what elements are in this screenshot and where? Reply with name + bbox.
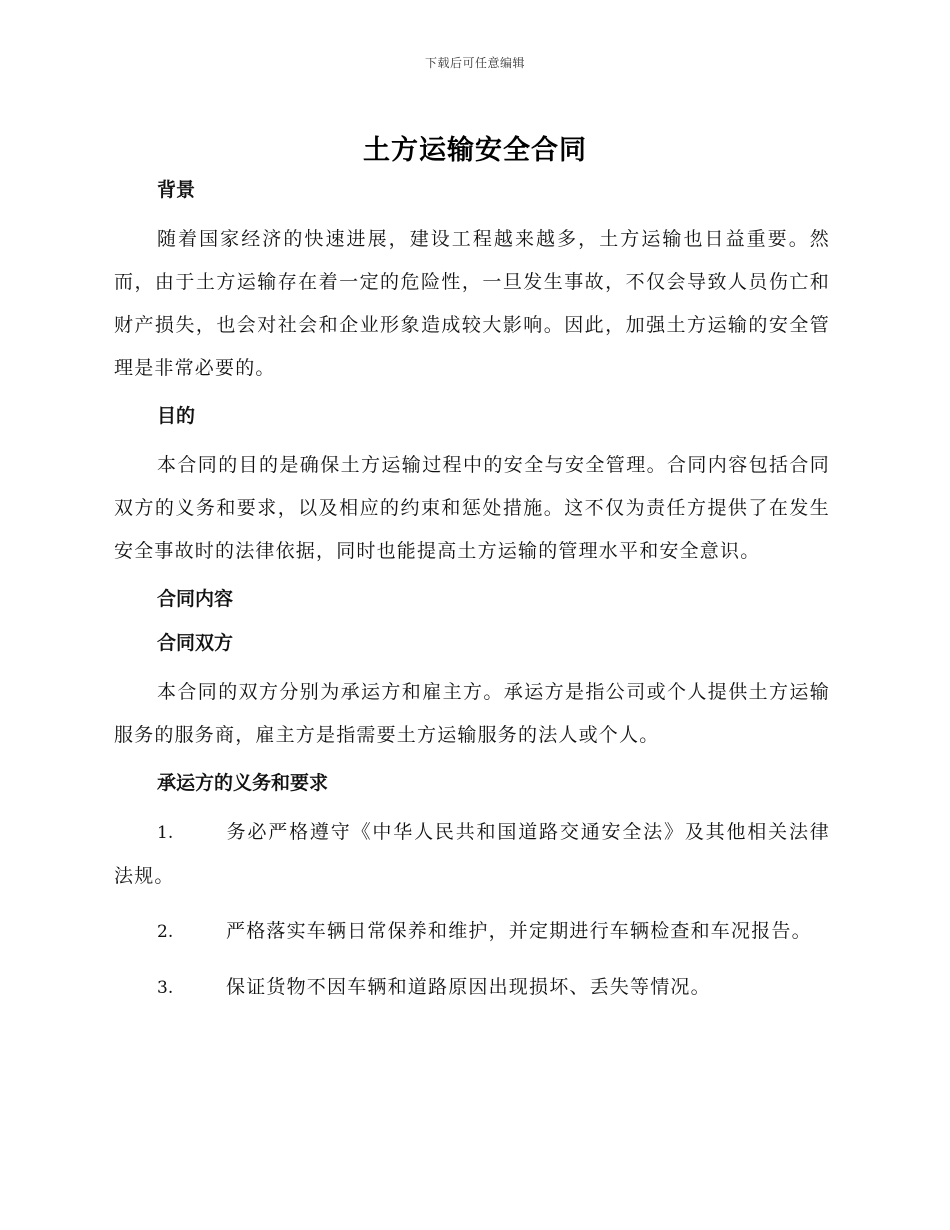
section-heading-background: 背景 [157, 179, 196, 201]
list-item [114, 811, 830, 898]
document-body [114, 176, 830, 1010]
paragraph-purpose: 本合同的目的是确保土方运输过程中的安全与安全管理。合同内容包括合同双方的义务和要求，以及相应的约束和惩处措施。这不仅为责任方提供了在发生安全事故时的法律依据，同时也能提高土方运输的管理水平和安全意识。 [114, 454, 830, 562]
list-item [114, 910, 830, 954]
paragraph-parties: 本合同的双方分别为承运方和雇主方。承运方是指公司或个人提供土方运输服务的服务商，雇主方是指需要土方运输服务的法人或个人。 [114, 681, 830, 746]
list-item-text: 务必严格遵守《中华人民共和国道路交通安全法》及其他相关法律法规。 [114, 821, 830, 887]
paragraph-background: 随着国家经济的快速进展，建设工程越来越多，土方运输也日益重要。然而，由于土方运输存在着一定的危险性，一旦发生事故，不仅会导致人员伤亡和财产损失，也会对社会和企业形象造成较大影响。因此，加强土方运输的安全管理是非常必要的。 [114, 228, 830, 379]
list-item-text: 严格落实车辆日常保养和维护，并定期进行车辆检查和车况报告。 [226, 920, 812, 942]
section-heading-purpose: 目的 [157, 405, 196, 427]
list-item-number: 1. [157, 823, 174, 843]
list-item-number: 2. [157, 922, 174, 942]
section-heading-carrier-duties: 承运方的义务和要求 [157, 772, 329, 794]
list-item-text: 保证货物不因车辆和道路原因出现损坏、丢失等情况。 [226, 976, 711, 998]
section-heading-content: 合同内容 [157, 588, 234, 610]
list-item [114, 966, 830, 1010]
section-heading-parties: 合同双方 [157, 632, 234, 654]
list-item-number: 3. [157, 978, 174, 998]
header-note: 下载后可任意编辑 [424, 56, 525, 70]
document-title: 土方运输安全合同 [363, 135, 587, 166]
